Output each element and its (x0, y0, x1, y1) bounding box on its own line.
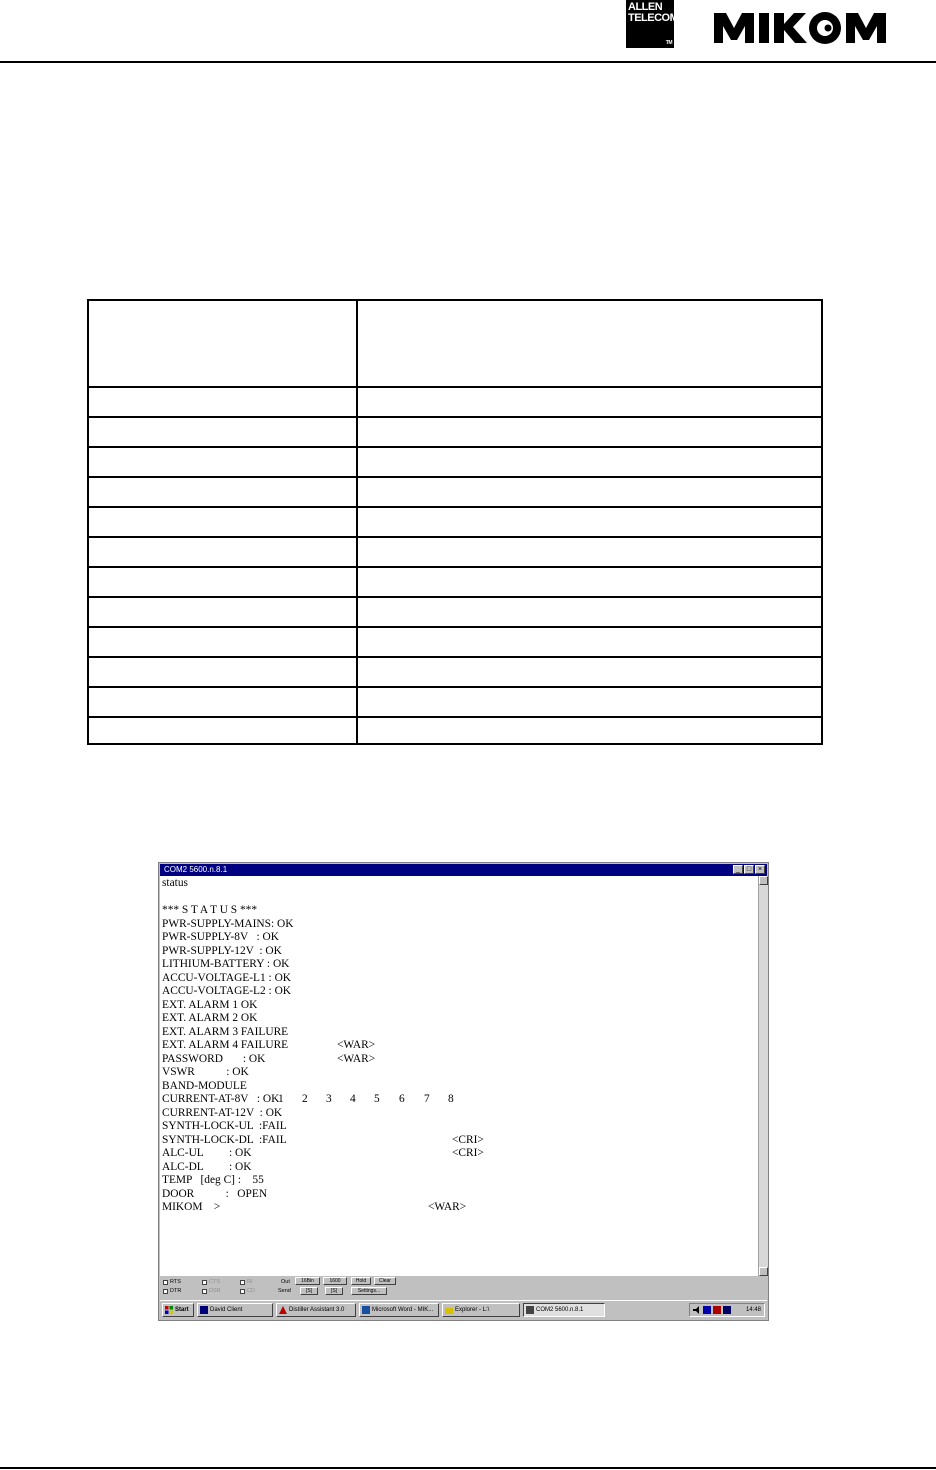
folder-icon (445, 1306, 453, 1314)
terminal-window (158, 862, 769, 1321)
allen-logo-tm: TM (665, 40, 672, 46)
terminal-line: EXT. ALARM 3 FAILURE (162, 1025, 289, 1038)
terminal-line: ACCU-VOLTAGE-L2 : OK (162, 985, 292, 997)
table-row-divider (89, 416, 821, 418)
terminal-line: BAND-MODULE (162, 1079, 247, 1092)
taskbar-clock: 14:48 (745, 1307, 761, 1313)
taskbar-item-label: Distiller Assistant 3.0 (289, 1307, 345, 1313)
allen-logo-line2: TELECOM (628, 12, 679, 24)
table-column-divider (356, 301, 358, 743)
terminal-line: VSWR : OK (162, 1066, 249, 1078)
warning-tag: <WAR> (337, 1039, 376, 1051)
minimize-button[interactable]: _ (733, 865, 743, 874)
dtr-label: DTR (170, 1288, 182, 1294)
band-module-number: 6 (399, 1093, 405, 1105)
terminal-line: EXT. ALARM 1 OK (162, 998, 258, 1011)
terminal-line: MIKOM > (162, 1201, 221, 1213)
acrobat-icon (279, 1306, 287, 1314)
table-row-divider (89, 386, 821, 388)
warning-tag: <WAR> (428, 1201, 467, 1213)
tray-app-icon[interactable] (703, 1306, 711, 1314)
terminal-control-bar (160, 1276, 767, 1300)
terminal-line: PWR-SUPPLY-12V : OK (162, 944, 282, 957)
allen-telecom-logo (626, 0, 679, 48)
windows-taskbar (160, 1300, 767, 1320)
app-icon (200, 1306, 208, 1314)
band-module-number: 1 (278, 1093, 284, 1105)
speaker-icon[interactable] (693, 1306, 701, 1314)
terminal-line: status (162, 877, 188, 889)
band-module-number: 7 (424, 1093, 430, 1105)
table-row-divider (89, 686, 821, 688)
send-s-button[interactable]: [S] (325, 1287, 343, 1295)
send-s-button[interactable]: [S] (300, 1287, 318, 1295)
terminal-line: TEMP [deg C] : 55 (162, 1174, 264, 1186)
table-row-divider (89, 506, 821, 508)
settings-button[interactable]: Settings... (351, 1287, 387, 1295)
taskbar-item-label: David Client (210, 1307, 243, 1313)
table-row-divider (89, 446, 821, 448)
terminal-icon (526, 1306, 534, 1314)
terminal-titlebar[interactable] (160, 864, 767, 876)
header-rule (0, 61, 936, 63)
terminal-line: CURRENT-AT-12V : OK (162, 1106, 283, 1119)
terminal-line: *** S T A T U S *** (162, 904, 258, 916)
ri-checkbox[interactable] (240, 1280, 245, 1285)
critical-tag: <CRI> (452, 1133, 484, 1146)
taskbar-item-client[interactable] (197, 1303, 273, 1317)
mikom-logo-graphic (712, 10, 934, 44)
table-row-divider (89, 596, 821, 598)
cd-checkbox[interactable] (240, 1289, 245, 1294)
table-row-divider (89, 656, 821, 658)
terminal-line: ALC-UL : OK (162, 1147, 252, 1159)
maximize-button[interactable]: □ (744, 865, 754, 874)
cts-label: CTS (209, 1279, 220, 1285)
ri-label: RI (247, 1279, 253, 1285)
baud-button[interactable]: 1600 (323, 1277, 347, 1285)
band-module-number: 5 (374, 1093, 380, 1105)
tray-app-icon[interactable] (713, 1306, 721, 1314)
table-row-divider (89, 476, 821, 478)
hold-button[interactable]: Hold (351, 1277, 371, 1285)
terminal-line: ALC-DL : OK (162, 1160, 252, 1173)
taskbar-item-com2[interactable] (523, 1303, 605, 1317)
terminal-line: PASSWORD : OK (162, 1052, 266, 1065)
terminal-line: PWR-SUPPLY-8V : OK (162, 931, 280, 943)
start-label: Start (175, 1307, 189, 1313)
band-module-number: 2 (302, 1093, 308, 1105)
rts-checkbox[interactable] (163, 1280, 168, 1285)
status-table (87, 299, 823, 745)
terminal-line: EXT. ALARM 2 OK (162, 1012, 258, 1024)
dsr-checkbox[interactable] (202, 1289, 207, 1294)
taskbar-item-word[interactable] (359, 1303, 439, 1317)
dtr-checkbox[interactable] (163, 1289, 168, 1294)
table-row-divider (89, 536, 821, 538)
taskbar-item-distiller[interactable] (276, 1303, 356, 1317)
vertical-scrollbar[interactable] (758, 876, 768, 1276)
close-button[interactable]: × (755, 865, 765, 874)
windows-flag-icon (165, 1306, 173, 1314)
scroll-down-icon[interactable] (759, 1267, 768, 1276)
allen-logo-line1: ALLEN (628, 1, 663, 13)
terminal-line: EXT. ALARM 4 FAILURE (162, 1039, 289, 1051)
rts-label: RTS (170, 1279, 181, 1285)
terminal-line: CURRENT-AT-8V : OK (162, 1093, 280, 1105)
taskbar-item-label: Explorer - L:\ (455, 1307, 490, 1313)
system-tray (689, 1303, 765, 1317)
taskbar-item-label: COM2 5600.n.8.1 (536, 1307, 584, 1313)
scroll-up-icon[interactable] (759, 876, 768, 885)
table-row-divider (89, 566, 821, 568)
footer-rule (0, 1467, 936, 1469)
terminal-line: ACCU-VOLTAGE-L1 : OK (162, 971, 292, 984)
warning-tag: <WAR> (337, 1052, 376, 1065)
hex-bin-button[interactable]: 16Bin (295, 1277, 320, 1285)
taskbar-item-explorer[interactable] (442, 1303, 520, 1317)
terminal-line: PWR-SUPPLY-MAINS: OK (162, 917, 294, 930)
start-button[interactable] (162, 1303, 194, 1317)
word-icon (362, 1306, 370, 1314)
table-row-divider (89, 716, 821, 718)
band-module-number: 4 (350, 1093, 356, 1105)
cts-checkbox[interactable] (202, 1280, 207, 1285)
critical-tag: <CRI> (452, 1147, 484, 1159)
terminal-line: SYNTH-LOCK-DL :FAIL (162, 1133, 287, 1146)
tray-app-icon[interactable] (723, 1306, 731, 1314)
terminal-line: SYNTH-LOCK-UL :FAIL (162, 1120, 287, 1132)
terminal-line: LITHIUM-BATTERY : OK (162, 958, 290, 970)
clear-button[interactable]: Clear (374, 1277, 396, 1285)
band-module-number: 3 (326, 1093, 332, 1105)
terminal-line: DOOR : OPEN (162, 1187, 268, 1200)
out-label: Out (281, 1279, 290, 1285)
send-label: Send (278, 1288, 291, 1294)
dsr-label: DSR (209, 1288, 221, 1294)
mikom-logo (712, 10, 934, 44)
terminal-screen[interactable] (160, 876, 758, 1276)
taskbar-item-label: Microsoft Word - MIK... (372, 1307, 434, 1313)
window-title: COM2 5600.n.8.1 (164, 865, 228, 874)
table-row-divider (89, 626, 821, 628)
band-module-number: 8 (448, 1093, 454, 1105)
cd-label: CD (247, 1288, 255, 1294)
